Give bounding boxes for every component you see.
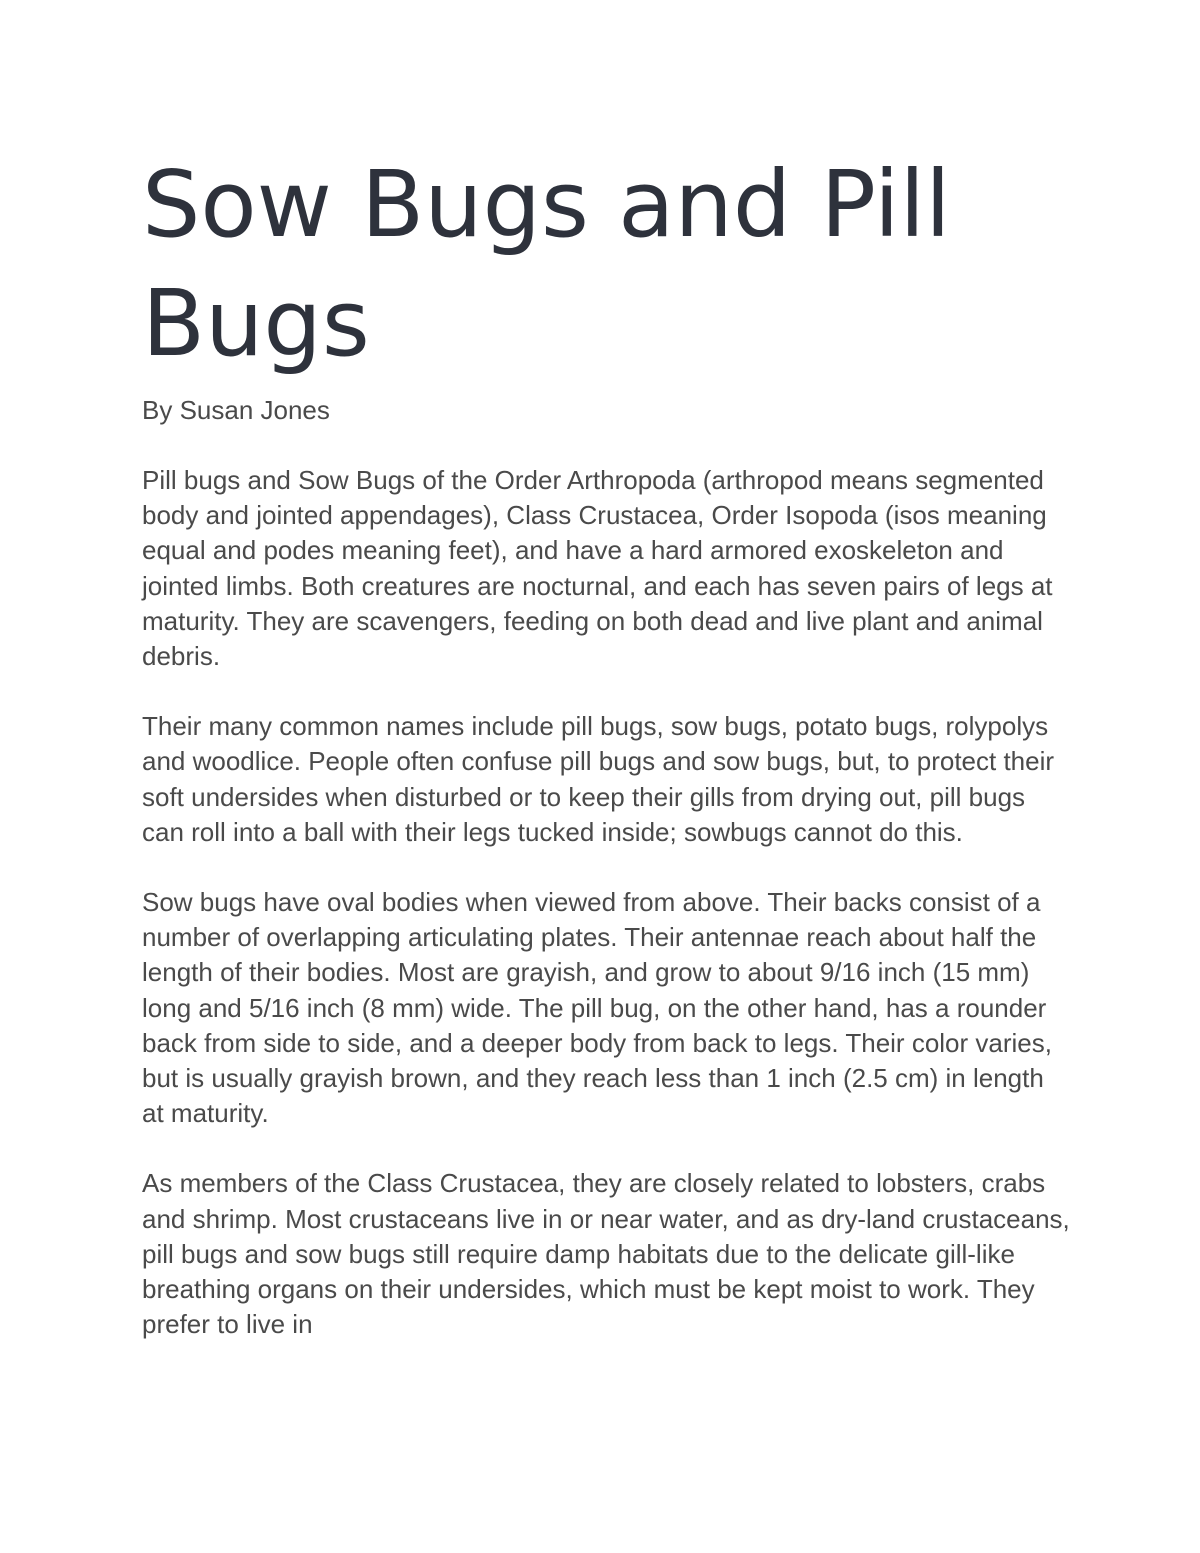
document-content [142, 145, 1072, 1342]
paragraph-2: Their many common names include pill bugs, sow bugs, potato bugs, rolypolys and woodlice. People often confuse pill bugs and sow bugs, but, to protect their soft undersides when disturbed or to keep their gills from drying out, pill bugs can roll into a ball with their legs tucked inside; sowbugs cannot do this. [142, 711, 1055, 847]
paragraph-3: Sow bugs have oval bodies when viewed from above. Their backs consist of a number of overlapping articulating plates. Their antennae reach about half the length of their bodies. Most are grayish, and grow to about 9/16 inch (15 mm) long and 5/16 inch (8 mm) wide. The pill bug, on the other hand, has a rounder back from side to side, and a deeper body from back to legs. Their color varies, but is usually grayish brown, and they reach less than 1 inch (2.5 cm) in length at maturity. [142, 887, 1052, 1129]
author-byline: By Susan Jones [142, 395, 330, 425]
paragraph-1: Pill bugs and Sow Bugs of the Order Arthropoda (arthropod means segmented body and jointed appendages), Class Crustacea, Order Isopoda (isos meaning equal and podes meaning feet), and have a hard armored exoskeleton and jointed limbs. Both creatures are nocturnal, and each has seven pairs of legs at maturity. They are scavengers, feeding on both dead and live plant and animal debris. [142, 465, 1053, 672]
document-title: Sow Bugs and Pill Bugs [142, 151, 951, 377]
paragraph-4: As members of the Class Crustacea, they are closely related to lobsters, crabs and shrimp. Most crustaceans live in or near water, and as dry-land crustaceans, pill bugs and sow bugs still require damp habitats due to the delicate gill-like breathing organs on their undersides, which must be kept moist to work. They prefer to live in [142, 1168, 1070, 1340]
